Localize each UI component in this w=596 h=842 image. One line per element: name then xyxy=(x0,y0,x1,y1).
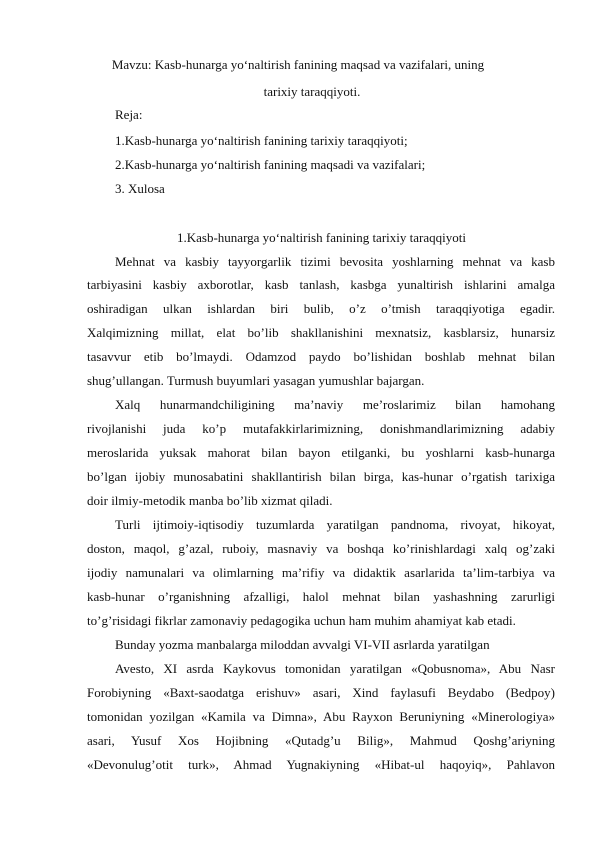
paragraph-line: shug’ullangan. Turmush buyumlari yasagan yumushlar bajargan. xyxy=(87,373,425,388)
paragraph-line: asari, Yusuf Xos Hojibning «Qutadg’u Bilig», Mahmud Qoshg’ariyning xyxy=(87,733,555,748)
paragraph-line: tomonidan yozilgan «Kamila va Dimna», Abu Rayxon Beruniyning «Minerologiya» xyxy=(87,709,555,724)
paragraph-line: tarbiyasini kasbiy axborotlar, kasb tanlash, kasbga yunaltirish ishlarini amalga xyxy=(87,277,555,292)
paragraph-line: Turli ijtimoiy-iqtisodiy tuzumlarda yaratilgan pandnoma, rivoyat, hikoyat, xyxy=(115,517,555,532)
paragraph-line: Xalq hunarmandchiligining ma’naviy me’roslarimiz bilan hamohang xyxy=(115,397,555,412)
paragraph-line: Forobiyning «Baxt-saodatga erishuv» asari, Xind faylasufi Beydabo (Bedpoy) xyxy=(87,685,555,700)
paragraph-line: ijodiy namunalari va olimlarning ma’rifiy va didaktik asarlarida ta’lim-tarbiya va xyxy=(87,565,555,580)
paragraph-line: rivojlanishi juda ko’p mutafakkirlarimizning, donishmandlarimizning adabiy xyxy=(87,421,555,436)
plan-item-3: 3. Xulosa xyxy=(115,181,165,196)
paragraph-line: doston, maqol, g’azal, ruboiy, masnaviy va boshqa ko’rinishlardagi xalq og’zaki xyxy=(87,541,555,556)
paragraph-line: tasavvur etib bo’lmaydi. Odamzod paydo bo’lishidan boshlab mehnat bilan xyxy=(87,349,555,364)
title-line-2: tarixiy taraqqiyoti. xyxy=(263,84,361,99)
paragraph-line: bo’lgan ijobiy munosabatini shakllantirish bilan birga, kas-hunar o’rgatish tarixiga xyxy=(87,469,555,484)
paragraph-line: Mehnat va kasbiy tayyorgarlik tizimi bevosita yoshlarning mehnat va kasb xyxy=(115,254,555,269)
plan-item-1: 1.Kasb-hunarga yo‘naltirish fanining tarixiy taraqqiyoti; xyxy=(115,133,408,148)
plan-heading: Reja: xyxy=(115,107,143,122)
paragraph-line: «Devonulug’otit turk», Ahmad Yugnakiyning «Hibat-ul haqoyiq», Pahlavon xyxy=(87,757,555,772)
plan-item-2: 2.Kasb-hunarga yo‘naltirish fanining maqsadi va vazifalari; xyxy=(115,157,426,172)
paragraph-line: Avesto, XI asrda Kaykovus tomonidan yaratilgan «Qobusnoma», Abu Nasr xyxy=(115,661,555,676)
paragraph-line: doir ilmiy-metodik manba bo’lib xizmat qiladi. xyxy=(87,493,333,508)
paragraph-line: kasb-hunar o’rganishning afzalligi, halol mehnat bilan yashashning zarurligi xyxy=(87,589,555,604)
paragraph-line: Xalqimizning millat, elat bo’lib shakllanishini mexnatsiz, kasblarsiz, hunarsiz xyxy=(87,325,555,340)
paragraph-line: to’g’risidagi fikrlar zamonaviy pedagogika uchun ham muhim ahamiyat kab etadi. xyxy=(87,613,516,628)
title-line-1: Mavzu: Kasb-hunarga yo‘naltirish fanining maqsad va vazifalari, uning xyxy=(111,57,485,72)
paragraph-line: Bunday yozma manbalarga miloddan avvalgi VI-VII asrlarda yaratilgan xyxy=(115,637,490,652)
section-heading: 1.Kasb-hunarga yo‘naltirish fanining tarixiy taraqqiyoti xyxy=(177,230,466,245)
paragraph-line: meroslarida yuksak mahorat bilan bayon etilganki, bu yoshlarni kasb-hunarga xyxy=(87,445,555,460)
paragraph-line: oshiradigan ulkan ishlardan biri bulib, o’z o’tmish taraqqiyotiga egadir. xyxy=(87,301,555,316)
